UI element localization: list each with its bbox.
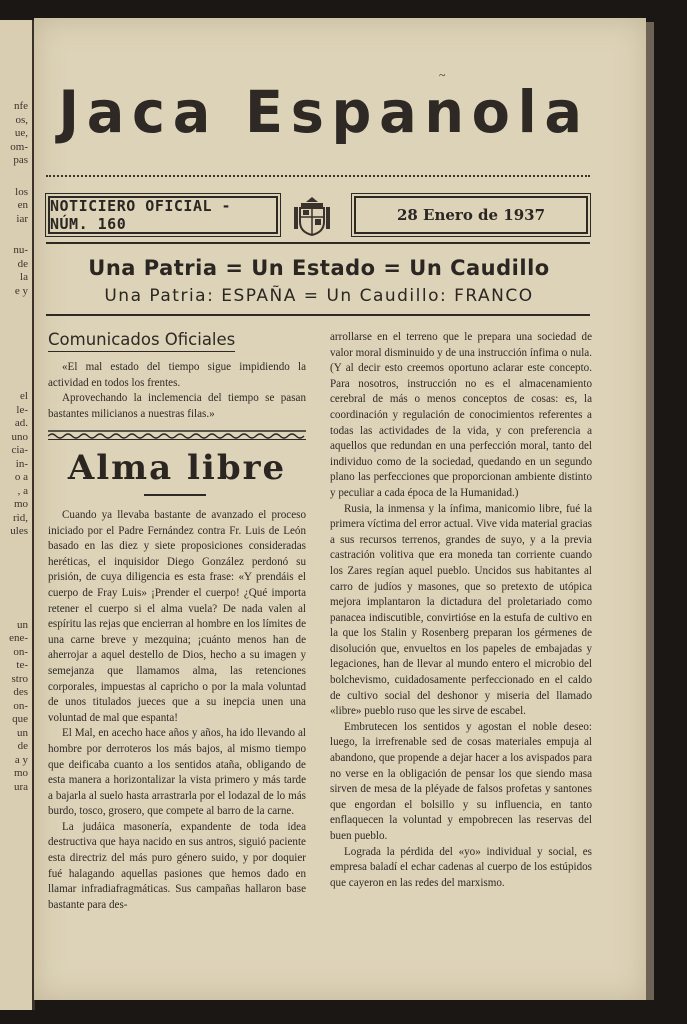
- fragment: in-: [15, 457, 28, 470]
- issue-date: 28 Enero de 1937: [396, 206, 546, 224]
- paragraph: La judáica masonería, expandente de toda idea destructiva que haya nacido en sus antros, siguió paciente esta directriz del más puro género suido, y por doquier fué halagando aquellas pasiones que hemos dado en llamar infradiafragmáticas. Sus campañas hallaron base bastante para des-: [48, 820, 306, 911]
- fragment: en: [17, 199, 28, 211]
- fragment: on-: [13, 699, 28, 712]
- fragment: stro: [11, 672, 28, 685]
- fragment: pas: [13, 154, 28, 166]
- newspaper-page: [34, 18, 646, 1000]
- fragment: , a: [17, 484, 28, 497]
- fragment: os,: [15, 113, 28, 126]
- fragment: nfe: [13, 100, 28, 112]
- header-rule: [46, 242, 590, 244]
- left-page-fragments-lower: [0, 390, 32, 539]
- paragraph: Aprovechando la inclemencia del tiempo se pasan bastantes milicianos a nuestras filas.»: [48, 392, 306, 420]
- masthead-title: Jaca Espanola: [58, 78, 590, 146]
- paragraph: El Mal, en acecho hace años y años, ha ido llevando al hombre por derroteros los más bajos, al mismo tiempo que deificaba cuanto a los sentidos ataña, obligando de esta manera a horizontalizar la vista primero y más tarde a bajarla al suelo hasta arrastrarla por el lodazal de lo más burdo, tosco, grosero, que compete al barro de la carne.: [48, 727, 306, 818]
- fragment: de: [17, 740, 28, 752]
- fragment: el: [20, 390, 28, 402]
- page-edge-shadow: [646, 22, 654, 1000]
- fragment: ules: [10, 525, 28, 537]
- dotted-rule: [46, 175, 590, 177]
- paragraph: «El mal estado del tiempo sigue impidiendo la actividad en todos los frentes.: [48, 361, 306, 389]
- fragment: om-: [10, 140, 28, 153]
- section-title: Comunicados Oficiales: [48, 330, 235, 352]
- paragraph: Embrutecen los sentidos y agostan el noble deseo: luego, la irrefrenable sed de cosas materiales empuja al abandono, que propende a dejar hacer a los avispados para no verse en la obligación de pensar los que siendo masa sirven de mesa de la pléyade de falsos profetas y santones que engordan el bolsillo y su influencia, en tanto enflaquecen la voluntad y empobrecen las reservas del buen pueblo.: [330, 720, 592, 842]
- article-column-2: [330, 330, 592, 891]
- paragraph: Cuando ya llevaba bastante de avanzado el proceso iniciado por el Padre Fernández contra Fr. Luis de León basado en las diez y siete proposiciones consideradas heréticas, el inquisidor Diego González perdonó su prisión, de cuya diligencia es esta frase: «Y prendáis el cuerpo de Fray Luis» ¡Prender el cuerpo! ¿Qué importa retener el cuerpo si el alma vuela? De nada valen al espíritu las rejas que encierran al hombre en los límites de una carne breve y mezquina; ¡cuánto menos han de aherrojar a aquel destello de Dios, hecho a su imagen y semejanza que llamamos alma, las retenciones corporales, impuestas al capricho o por la mala voluntad de unos titulados jueces que a su inepcia unen una voluntad de mal que espanta!: [48, 509, 306, 724]
- slogan-line-2: Una Patria: ESPAÑA = Un Caudillo: FRANCO: [104, 286, 534, 306]
- left-page-fragments-mid2: [0, 244, 32, 298]
- fragment: ene-: [9, 632, 28, 644]
- fragment: ue,: [14, 127, 28, 139]
- fragment: ura: [13, 780, 28, 793]
- coat-of-arms-icon: [292, 195, 332, 237]
- date-box: [354, 196, 588, 234]
- slogan-rule: [46, 314, 590, 316]
- fragment: la: [20, 271, 28, 283]
- left-page-fragments-top: [0, 100, 32, 168]
- fragment: cia-: [11, 444, 28, 456]
- left-page-fragments-bottom: [0, 619, 32, 795]
- fragment: uno: [11, 430, 28, 443]
- notice-label: NOTICIERO OFICIAL - NÚM. 160: [50, 197, 232, 233]
- fragment: un: [17, 726, 28, 739]
- fragment: te-: [16, 659, 28, 671]
- paragraph: Rusia, la inmensa y la ínfima, manicomio libre, fué la primera víctima del error actual. Vive vida material gracias a sus recursos terrenos, grandes de suyo, y a la previa castración volitiva que era moneda tan corriente cuando los Zares regían aquel pueblo. Uncidos sus habitantes al carro de judíos y masones, que so pretexto de utópica mejora implantaron la dictadura del proletariado como panacea indiscutible, convirtióse en la estufa de cultivo en la que los Stalin y Rosenberg preparan los gérmenes de disolución que, envueltos en los papeles de embajadas y legaciones, han de llevar al mundo entero el microbio del bolchevismo, cuidadosamente perfeccionado en el caldo de cultivo social del deshonor y miseria del llamado «libre» pueblo ruso que les sirve de escabel.: [330, 502, 592, 718]
- fragment: nu-: [13, 244, 28, 256]
- article-column-1: [48, 508, 306, 913]
- fragment: que: [12, 713, 28, 725]
- fragment: un: [17, 618, 28, 631]
- notice-box: [48, 196, 278, 234]
- left-page-fragments-mid: [0, 186, 32, 227]
- slogan-line-1: Una Patria = Un Estado = Un Caudillo: [88, 256, 550, 280]
- tilde-ornament: ~: [439, 68, 446, 82]
- ornamental-divider: [48, 430, 306, 440]
- communicados-body: [48, 360, 306, 422]
- paragraph: arrollarse en el terreno que le prepara una sociedad de valor moral disminuido y de una instrucción ínfima o nula. (Y al decir esto creemos oportuno aclarar este concepto. Para nosotros, instrucción no es el almacenamiento cerebral de más o menos conceptos de cosas: es, la coordinación y regulación de conocimientos referentes a todas las actividades de la vida, y con preferencia a aquellos que redundan en una perfección moral, tanto del individuo como de la sociedad, quedando en un segundo plano las perfecciones que proporcionan ambiente distinto y peculiar a cada época de la Humanidad.): [330, 331, 592, 499]
- fragment: mo: [13, 498, 28, 510]
- article-title: Alma libre: [67, 448, 287, 488]
- fragment: on-: [13, 645, 28, 658]
- fragment: e y: [14, 284, 28, 297]
- fragment: rid,: [13, 511, 28, 524]
- paragraph: Lograda la pérdida del «yo» individual y social, es empresa baladí el echar cadenas al cuerpo de los estúpidos que cayeron en las redes del marxismo.: [330, 845, 592, 889]
- fragment: de: [17, 257, 28, 270]
- fragment: le-: [16, 403, 28, 416]
- fragment: los: [15, 185, 28, 198]
- fragment: a y: [14, 753, 28, 766]
- fragment: o a: [14, 471, 28, 483]
- fragment: iar: [16, 212, 28, 225]
- fragment: des: [13, 686, 28, 698]
- left-page-edge: [0, 20, 35, 1010]
- title-underline: [144, 494, 206, 496]
- fragment: mo: [13, 767, 28, 779]
- fragment: ad.: [14, 417, 28, 429]
